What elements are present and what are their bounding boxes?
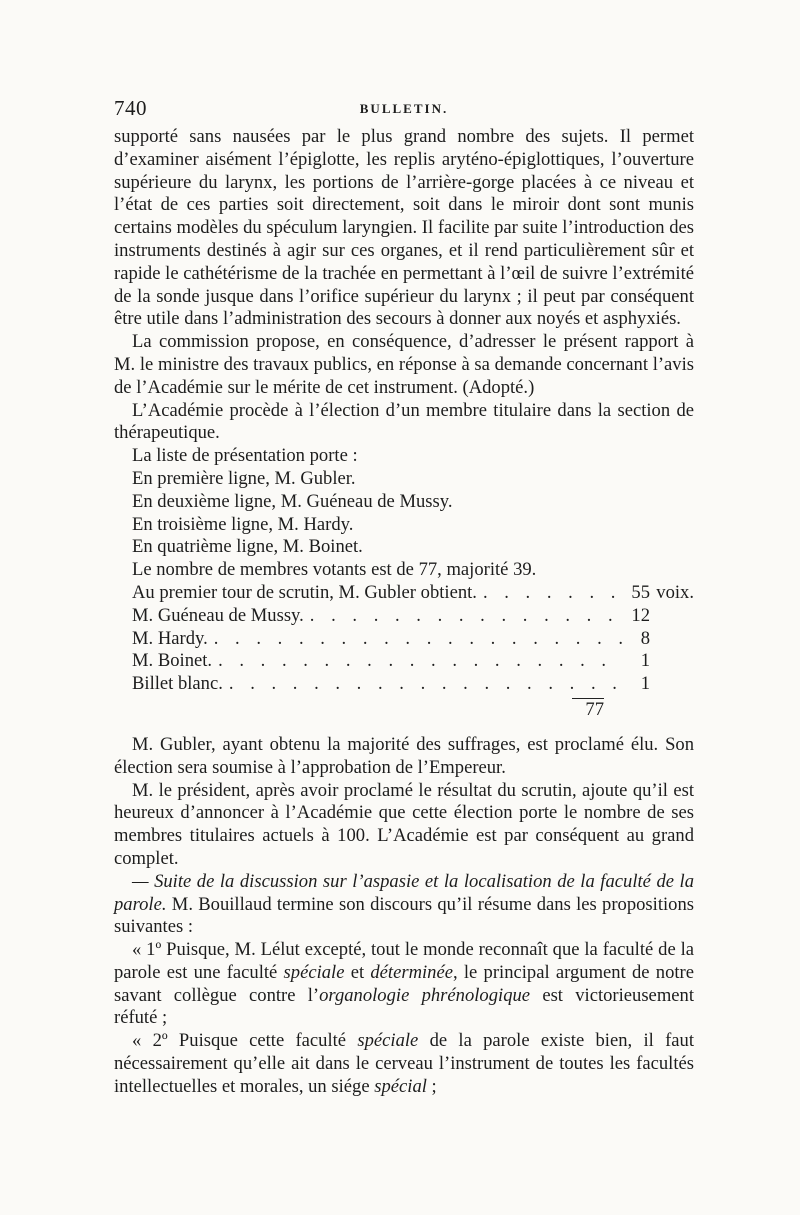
vote-row [114, 650, 694, 673]
text-run: est victorieusement réfuté ; [114, 984, 694, 1029]
text-run: « 1º Puisque, M. Lélut excepté, tout le monde reconnaît que la faculté de la parole est une faculté [114, 939, 694, 983]
italic-run: spécial [374, 1075, 427, 1097]
vote-unit: voix. [656, 581, 694, 603]
text-run: ; [426, 1075, 437, 1097]
paragraph-president: M. le président, après avoir proclamé le résultat du scrutin, ajoute qu’il est heureux d’annoncer à l’Académie que cette élection porte le nombre de ses membres titulaires actuels à 100. L’Académie est par conséquent au grand complet. [114, 779, 694, 869]
paragraph-commission: La commission propose, en conséquence, d’adresser le présent rapport à M. le ministre des travaux publics, en réponse à sa demande concernant l’avis de l’Académie sur le mérite de cet instrument. (Adopté.) [114, 331, 694, 398]
paragraph-gubler-elected: M. Gubler, ayant obtenu la majorité des suffrages, est proclamé élu. Son élection sera soumise à l’approbation de l’Empereur. [114, 733, 694, 778]
page-number: 740 [114, 96, 147, 120]
italic-run: spéciale [283, 961, 345, 983]
text-run: , le principal argument de notre savant collègue contre l’ [114, 961, 695, 1006]
vote-name: Billet blanc. [132, 673, 223, 695]
vote-name: M. Boinet. [132, 650, 213, 672]
page-body [114, 126, 694, 1099]
leader-dots [223, 673, 622, 696]
vote-row [114, 582, 694, 605]
text-run: de la parole existe bien, il faut nécessairement qu’elle ait dans le cerveau l’instrument de toutes les facultés intellectuelles et morales, un siége [114, 1030, 694, 1097]
vote-count: 1 [640, 650, 650, 672]
vote-row [114, 605, 694, 628]
italic-run: organologie phrénologique [319, 984, 531, 1006]
proposition-1 [114, 939, 694, 1030]
paragraph-votants: Le nombre de membres votants est de 77, majorité 39. [132, 559, 537, 581]
vote-table [114, 582, 694, 720]
proposition-2 [114, 1030, 694, 1098]
vote-total: 77 [585, 698, 604, 720]
candidate-line: En troisième ligne, M. Hardy. [132, 513, 354, 535]
paragraph-election: L’Académie procède à l’élection d’un membre titulaire dans la section de thérapeutique. [114, 399, 694, 444]
candidate-line: En deuxième ligne, M. Guéneau de Mussy. [132, 490, 453, 512]
discussion-heading: — Suite de la discussion sur l’aspasie et la localisation de la faculté de la parole. [114, 870, 694, 915]
vote-name: M. Guéneau de Mussy. [132, 604, 304, 626]
discussion-text: M. Bouillaud termine son discours qu’il résume dans les propositions suivantes : [114, 893, 694, 938]
leader-dots [208, 628, 622, 651]
leader-dots [212, 650, 622, 673]
vote-count: 55 [631, 581, 650, 603]
spacer [114, 720, 694, 734]
text-run: et [344, 961, 371, 983]
leader-dots [304, 605, 622, 628]
paragraph-discussion [114, 871, 694, 939]
italic-run: déterminée [370, 961, 453, 983]
vote-total-line [114, 696, 694, 720]
vote-row [114, 628, 694, 651]
italic-run: spéciale [357, 1030, 419, 1052]
vote-count: 1 [640, 673, 650, 695]
paragraph-laryngoscope: supporté sans nausées par le plus grand nombre des sujets. Il permet d’examiner aisément l’épiglotte, les replis aryténo-épiglottiques, l’ouverture supérieure du larynx, les portions de l’arrière-gorge placées à ce niveau et l’état de ces parties soit directement, soit dans le miroir dont sont munis certains modèles du spéculum laryngien. Il facilite par suite l’introduction des instruments destinés à agir sur ces organes, et il rend particulièrement sûr et rapide le cathétérisme de la trachée en permettant à l’œil de suivre l’extrémité de la sonde jusque dans l’orifice supérieur du larynx ; il peut par conséquent être utile dans l’administration des secours à donner aux noyés et asphyxiés. [114, 126, 694, 330]
vote-name: M. Hardy. [132, 627, 208, 649]
vote-name: Au premier tour de scrutin, M. Gubler obtient. [132, 581, 477, 603]
text-run: « 2º Puisque cette faculté [132, 1030, 358, 1052]
candidate-line: En quatrième ligne, M. Boinet. [132, 536, 363, 558]
vote-row [114, 673, 694, 696]
candidate-list [114, 468, 694, 559]
leader-dots [477, 582, 622, 605]
candidate-line: En première ligne, M. Gubler. [132, 467, 356, 489]
running-head: BULLETIN. [359, 101, 449, 116]
paragraph-presentation-list: La liste de présentation porte : [132, 445, 358, 467]
vote-count: 8 [640, 627, 650, 649]
vote-count: 12 [631, 604, 650, 626]
page-header [114, 96, 694, 124]
